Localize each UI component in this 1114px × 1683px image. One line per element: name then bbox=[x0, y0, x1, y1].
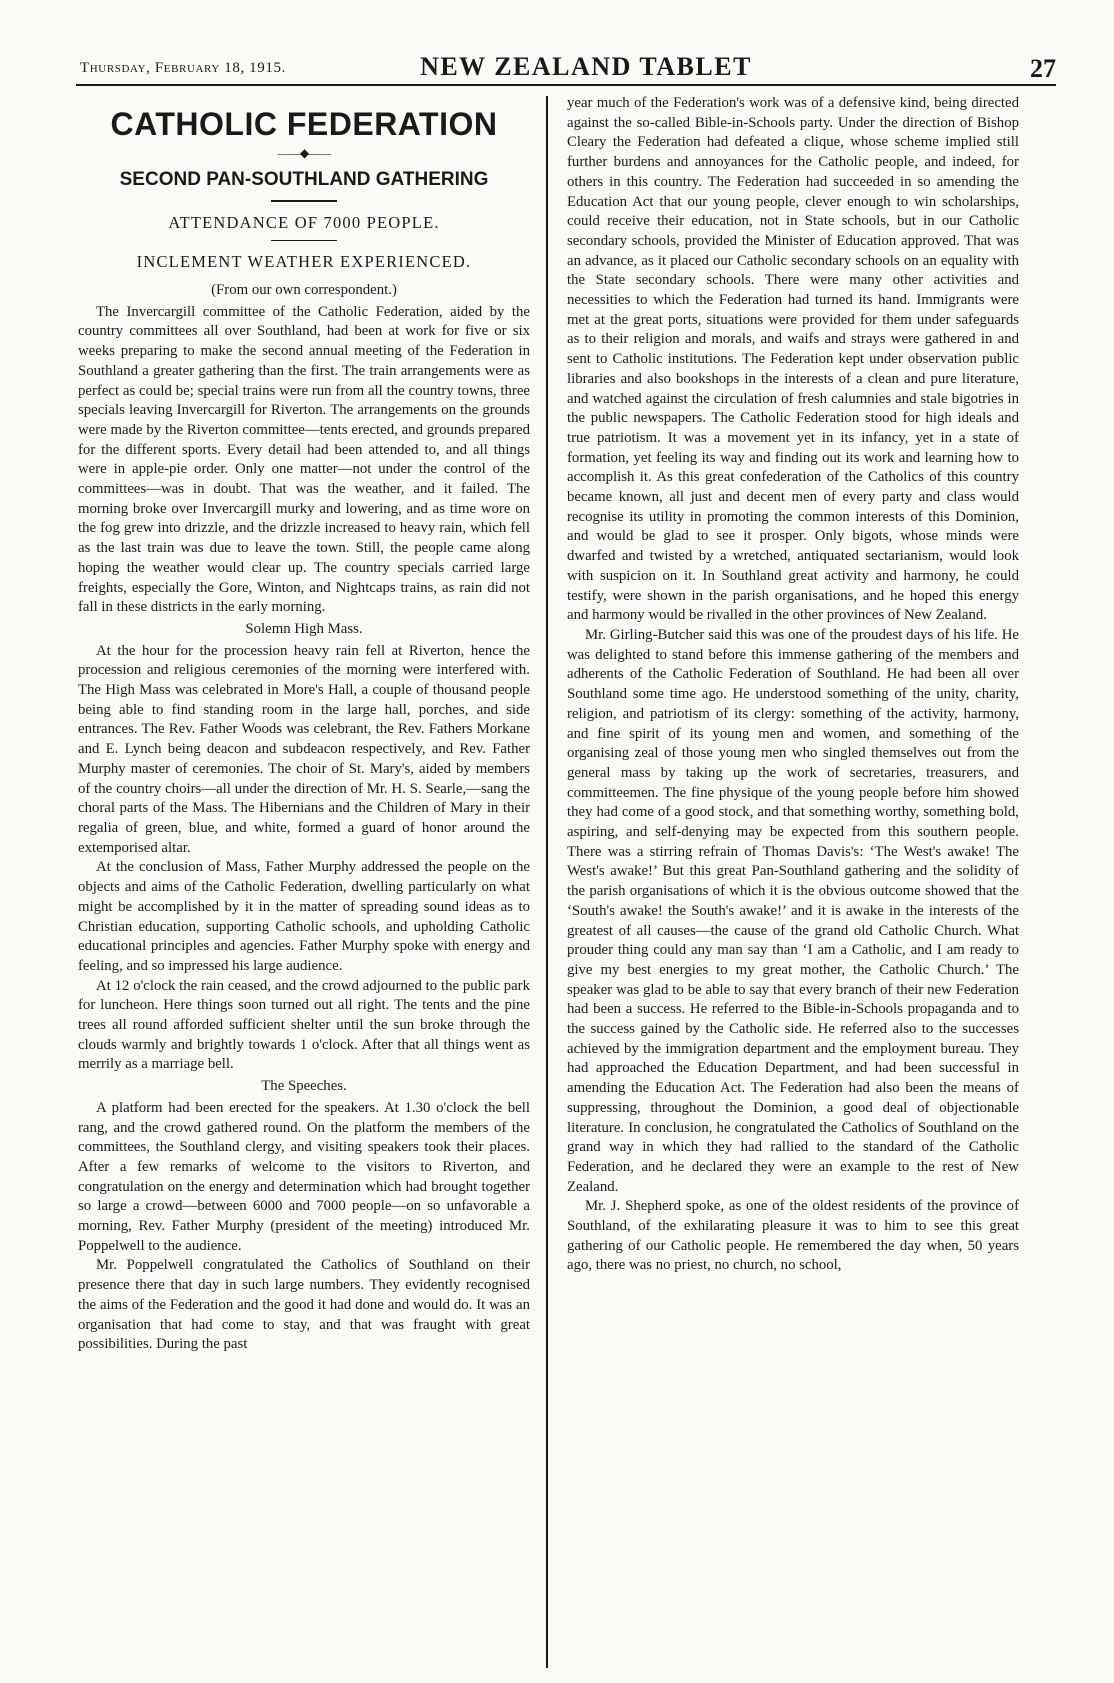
deck-weather: INCLEMENT WEATHER EXPERIENCED. bbox=[136, 252, 472, 271]
paragraph: Mr. J. Shepherd spoke, as one of the oldest residents of the province of Southland, of the exhilarating pleasure it was to him to see this great gathering of our Catholic people. He remembered the day when, 50 years ago, there was no priest, no church, no school, bbox=[567, 1198, 1019, 1274]
short-rule bbox=[271, 200, 337, 202]
paragraph: The Invercargill committee of the Catholic Federation, aided by the country committees all over Southland, had been at work for five or six weeks preparing to make the second annual meeting of the Federation in Southland a greater gathering than the first. The train arrangements were as perfect as could be; special trains were run from all the country towns, three specials leaving Invercargill for Riverton. The arrangements on the grounds were made by the Riverton committee—tents erected, and grounds prepared for the different sports. Every detail had been attended to, and all things were in apple-pie order. Only one matter—not under the control of the committees—was in doubt. That was the weather, and it failed. The morning broke over Invercargill murky and lowering, and as time wore on the fog grew into drizzle, and the drizzle increased to heavy rain, which fell as the last train was due to leave the town. Still, the people came along hoping the weather would clear up. The country specials carried large freights, especially the Gore, Winton, and Nightcaps trains, as rain did not fall in these districts in the early morning. bbox=[78, 303, 530, 616]
headline: CATHOLIC FEDERATION bbox=[110, 106, 498, 142]
issue-date: Thursday, February 18, 1915. bbox=[80, 60, 286, 76]
paragraph: At the hour for the procession heavy rain fell at Riverton, hence the procession and religious ceremonies of the morning were interfered with. The High Mass was celebrated in More's Hall, a couple of thousand people being able to find standing room in the large hall, porches, and side entrances. The Rev. Father Woods was celebrant, the Rev. Fathers Morkane and E. Lynch being deacon and subdeacon respectively, and Rev. Father Murphy master of ceremonies. The choir of St. Mary's, aided by members of the country choirs—all under the direction of Mr. H. S. Searle,—sang the choral parts of the Mass. The Hibernians and the Children of Mary in their regalia of green, blue, and white, formed a guard of honor around the extemporised altar. bbox=[78, 642, 530, 856]
deck-attendance: ATTENDANCE OF 7000 PEOPLE. bbox=[168, 212, 440, 232]
paragraph: At the conclusion of Mass, Father Murphy addressed the people on the objects and aims of the Catholic Federation, dwelling particularly on what might be accomplished by it in the matter of spreading sound ideas as to Christian education, supporting Catholic schools, and upholding Catholic educational principles and agencies. Father Murphy spoke with energy and feeling, and so impressed his large audience. bbox=[78, 859, 530, 974]
headline-ornament: ——◆—— bbox=[277, 146, 331, 160]
column-divider bbox=[546, 96, 548, 1668]
column-right bbox=[567, 94, 1019, 1666]
column-left bbox=[78, 94, 530, 1666]
masthead bbox=[76, 54, 1056, 86]
byline: (From our own correspondent.) bbox=[211, 282, 397, 298]
paragraph: Mr. Poppelwell congratulated the Catholics of Southland on their presence there that day in such large numbers. They evidently recognised the aims of the Federation and the good it had done and would do. It was an organisation that had come to stay, and that was fraught with great possibilities. During the past bbox=[78, 1257, 530, 1353]
section-heading: The Speeches. bbox=[261, 1078, 347, 1095]
short-rule bbox=[271, 240, 337, 242]
paragraph: A platform had been erected for the speakers. At 1.30 o'clock the bell rang, and the crowd gathered round. On the platform the members of the committees, the Southland clergy, and visiting speakers took their places. After a few remarks of welcome to the visitors to Riverton, and congratulation on the energy and determination which had brought together so large a crowd—between 6000 and 7000 people—on so unfavorable a morning, Rev. Father Murphy (president of the meeting) introduced Mr. Poppelwell to the audience. bbox=[78, 1099, 530, 1254]
newspaper-title: NEW ZEALAND TABLET bbox=[420, 52, 752, 81]
section-heading: Solemn High Mass. bbox=[245, 620, 363, 637]
page-number: 27 bbox=[1030, 54, 1056, 83]
paragraph: year much of the Federation's work was of a defensive kind, being directed against the so-called Bible-in-Schools party. Under the direction of Bishop Cleary the Federation had defeated a clique, whose scheme implied still further burdens and annoyances for the Catholic people, and indeed, for others in this country. The Federation had succeeded in so amending the Education Act that our young people, clever enough to win scholarships, could receive their education, not in State schools, but in our Catholic secondary schools, provided the Minister of Education approved. That was an advance, as it placed our Catholic secondary schools on an equality with the State secondary schools. There were many other activities and necessities to which the Federation had turned its hand. Immigrants were met at the great ports, situations were provided for them under safeguards as to their religion and morals, and waifs and strays were gathered in and sent to Catholic institutions. The Federation kept under observation public libraries and also bookshops in the interests of a clean and pure literature, and watched against the circulation of fresh calumnies and stale bigotries in the public newspapers. The Catholic Federation stood for high ideals and true patriotism. It was a movement yet in its infancy, yet in a state of formation, yet feeling its way and finding out its work and learning how to accomplish it. As this great confederation of the Catholics of this country became known, all just and decent men of every party and class would recognise its utility in promoting the common interests of this Dominion, and would be glad to see it prosper. Only bigots, whose minds were dwarfed and twisted by a wretched, antiquated sectarianism, would look with suspicion on it. In Southland great activity and harmony, he could testify, were shown in the parish organisations, and he hoped this energy and harmony would be rivalled in the other provinces of New Zealand. bbox=[567, 95, 1019, 624]
paragraph: Mr. Girling-Butcher said this was one of the proudest days of his life. He was delighted to stand before this immense gathering of the members and adherents of the Catholic Federation of Southland. He had been all over Southland some time ago. He understood something of the unity, charity, religion, and patriotism of its clergy: something of the activity, harmony, and fine spirit of its young men and women, and something of the organising zeal of those young men who singled themselves out from the general mass by taking up the work of secretaries, treasurers, and committeemen. The fine physique of the young people before him showed they had come of a good stock, and that something worthy, something bold, aspiring, and self-denying may be expected from this southern people. There was a stirring refrain of Thomas Davis's: ‘The West's awake! The West's awake!’ But this great Pan-Southland gathering and the solidity of the parish organisations of which it is the obvious outcome showed that the ‘South's awake! the South's awake!’ and it is awake in the interests of the greatest of all causes—the cause of the grand old Catholic Church. What prouder thing could any man say than ‘I am a Catholic, and I am ready to give my best energies to my great mother, the Catholic Church.’ The speaker was glad to be able to say that every branch of their new Federation had been a success. He referred to the Bible-in-Schools propaganda and to the success gained by the Catholic side. He referred also to the successes achieved by the immigration department and the employment bureau. They had approached the Education Department, and had been successful in amending the Education Act. The Federation had also been the means of suppressing, throughout the Dominion, a good deal of objectionable literature. In conclusion, he congratulated the Catholics of Southland on the grand way in which they had rallied to the standard of the Catholic Federation, and he declared they were an example to the rest of New Zealand. bbox=[567, 626, 1019, 1195]
paragraph: At 12 o'clock the rain ceased, and the crowd adjourned to the public park for luncheon. Here things soon turned out all right. The tents and the pine trees all round afforded sufficient shelter until the sun broke through the clouds warmly and brightly towards 1 o'clock. After that all things went as merrily as a marriage bell. bbox=[78, 977, 530, 1073]
subheadline: SECOND PAN-SOUTHLAND GATHERING bbox=[119, 169, 489, 190]
